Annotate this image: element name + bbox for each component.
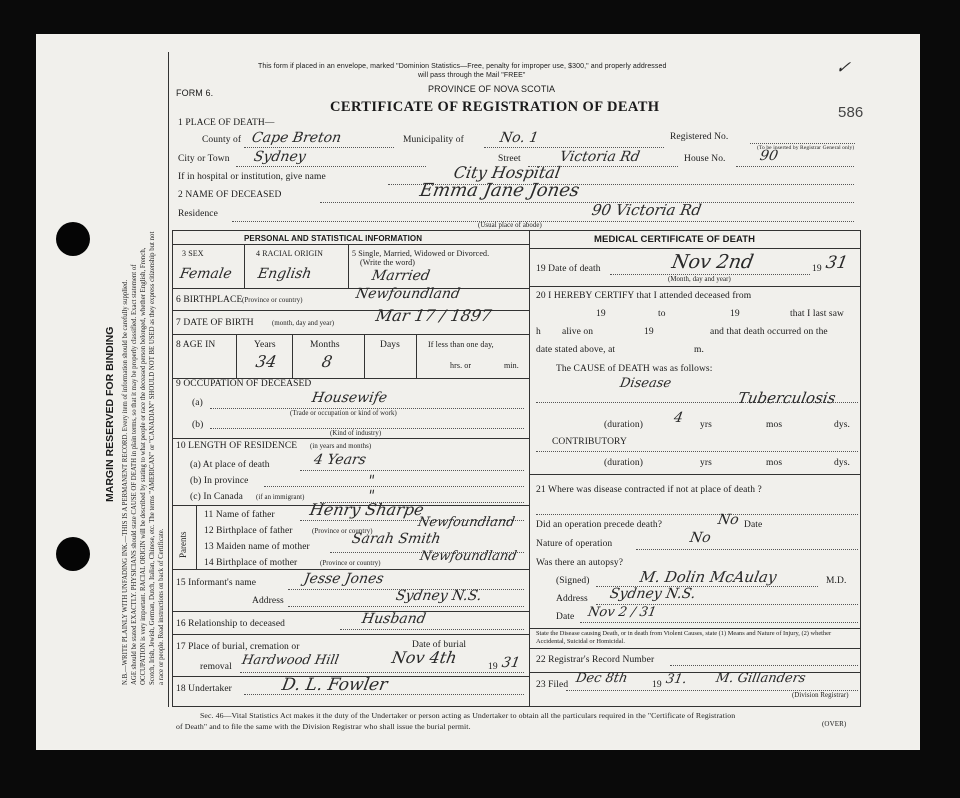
occupation-a-label: (a) xyxy=(192,398,203,408)
name-of-deceased-label: 2 NAME OF DECEASED xyxy=(178,190,282,200)
autopsy-label: Was there an autopsy? xyxy=(536,558,624,568)
city-label: City or Town xyxy=(178,154,230,164)
row-14-line xyxy=(172,569,529,570)
signed-label: (Signed) xyxy=(556,576,590,586)
trade-note: (Trade or occupation or kind of work) xyxy=(290,410,397,417)
row-footnote-line xyxy=(529,648,860,649)
mother-value: Sarah Smith xyxy=(350,531,442,547)
signed-value: M. Dolin McAulay xyxy=(638,568,779,586)
residence-label: Residence xyxy=(178,209,218,219)
father-birth-label: 12 Birthplace of father xyxy=(204,526,293,536)
sections-bottom-line xyxy=(172,706,860,707)
burial-line xyxy=(240,672,524,673)
age-divider-2 xyxy=(292,334,293,378)
county-label: County of xyxy=(202,135,242,145)
relationship-label: 16 Relationship to deceased xyxy=(176,619,286,629)
margin-reserved-label: MARGIN RESERVED FOR BINDING xyxy=(104,326,116,502)
mos-label-1: mos xyxy=(766,420,783,430)
certify-m: m. xyxy=(694,345,704,355)
parents-side-divider xyxy=(196,505,197,569)
informant-address-line xyxy=(288,606,524,607)
certify-line-1: 20 I HEREBY CERTIFY that I attended deceased from xyxy=(536,291,752,301)
removal-label: removal xyxy=(200,662,232,672)
municipality-label: Municipality of xyxy=(403,135,464,145)
burial-year-prefix: 19 xyxy=(488,662,498,672)
dys-label-1: dys. xyxy=(834,420,850,430)
deceased-name-value: Emma Jane Jones xyxy=(418,180,582,201)
in-province-label: (b) In province xyxy=(190,476,249,486)
marital-label: 5 Single, Married, Widowed or Divorced. xyxy=(352,249,490,258)
duration-label-2: (duration) xyxy=(604,458,643,468)
certify-last: that I last saw xyxy=(790,309,845,319)
certify-19c: 19 xyxy=(644,327,654,337)
occupation-label: 9 OCCUPATION OF DECEASED xyxy=(176,379,312,389)
race-value: English xyxy=(256,266,313,282)
filed-line xyxy=(566,690,858,691)
personal-left-line xyxy=(172,230,173,707)
occupation-b-line xyxy=(210,428,524,429)
contributory-label: CONTRIBUTORY xyxy=(552,437,627,447)
sign-date-line xyxy=(580,622,858,623)
margin-instruction-3: OCCUPATION is very important. RACIAL ORIGIN will be described by stating to what people or race the deceased person belonged, whether English, French, xyxy=(140,247,147,685)
sex-value: Female xyxy=(178,266,234,282)
mail-notice-line-1: This form if placed in an envelope, marked "Dominion Statistics—Free, penalty for improper use, $300," and properly addressed xyxy=(258,63,667,70)
at-place-value: 4 Years xyxy=(312,452,368,468)
duration-label-1: (duration) xyxy=(604,420,643,430)
certificate-number: 586 xyxy=(838,104,864,121)
in-province-line xyxy=(264,486,524,487)
row-7-line xyxy=(172,334,529,335)
registrar-value: M. Gillanders xyxy=(714,671,807,686)
min-label: min. xyxy=(504,361,519,370)
yrs-label-1: yrs xyxy=(700,420,712,430)
footer-over: (OVER) xyxy=(822,720,847,728)
undertaker-label: 18 Undertaker xyxy=(176,684,232,694)
binder-hole-bottom xyxy=(56,537,90,571)
mos-label-2: mos xyxy=(766,458,783,468)
hrs-label: hrs. or xyxy=(450,361,472,370)
operation-label: Did an operation precede death? xyxy=(536,520,663,530)
name-line xyxy=(320,202,854,203)
at-place-label: (a) At place of death xyxy=(190,460,270,470)
municipality-line xyxy=(484,147,664,148)
street-label: Street xyxy=(498,154,521,164)
undertaker-value: D. L. Fowler xyxy=(280,675,389,695)
residence-note: (Usual place of abode) xyxy=(478,222,542,229)
md-label: M.D. xyxy=(826,576,847,586)
burial-label: 17 Place of burial, cremation or xyxy=(176,642,300,652)
death-date-line xyxy=(610,274,810,275)
sign-date-value: Nov 2 / 31 xyxy=(586,605,658,620)
yrs-label-2: yrs xyxy=(700,458,712,468)
father-value: Henry Sharpe xyxy=(308,500,426,519)
margin-instruction-4: Scotch, Irish, Jewish, German, Dutch, Italian, Chinese, etc. The terms "AMERICAN" or "CANADIAN" SHOULD NOT BE USED as they express citizenship but not xyxy=(149,231,156,685)
certify-to: to xyxy=(658,309,666,319)
birthplace-note: (Province or country) xyxy=(242,297,303,304)
in-canada-label: (c) In Canada xyxy=(190,492,243,502)
years-label: Years xyxy=(254,340,276,350)
registered-no-line xyxy=(750,143,855,144)
nature-value: No xyxy=(688,530,713,546)
less-than-day-label: If less than one day, xyxy=(428,340,494,349)
burial-date-label: Date of burial xyxy=(412,640,467,650)
age-label: 8 AGE IN xyxy=(176,340,216,350)
residence-line xyxy=(232,221,854,222)
nature-line xyxy=(636,549,858,550)
age-divider-3 xyxy=(364,334,365,378)
age-divider-4 xyxy=(416,334,417,378)
informant-value: Jesse Jones xyxy=(302,571,385,587)
father-label: 11 Name of father xyxy=(204,510,275,520)
at-place-line xyxy=(300,470,524,471)
county-line xyxy=(244,147,394,148)
municipality-value: No. 1 xyxy=(498,130,540,146)
length-note: (in years and months) xyxy=(310,443,372,450)
informant-address-value: Sydney N.S. xyxy=(394,588,483,604)
house-line xyxy=(736,166,854,167)
contributory-line xyxy=(536,451,858,452)
occupation-a-line xyxy=(210,408,524,409)
certify-occurred: and that death occurred on the xyxy=(710,327,828,337)
row-16-line xyxy=(172,634,529,635)
filed-year-prefix: 19 xyxy=(652,680,662,690)
house-label: House No. xyxy=(684,154,726,164)
filed-year-value: 31. xyxy=(664,672,689,687)
marital-value: Married xyxy=(370,268,432,284)
cause-prefix-value: Disease xyxy=(618,376,673,391)
dob-value: Mar 17 / 1897 xyxy=(374,306,493,325)
birthplace-label: 6 BIRTHPLACE xyxy=(176,295,243,305)
city-line xyxy=(236,166,426,167)
registered-no-note: (To be inserted by Registrar General only) xyxy=(757,145,855,151)
margin-instruction-2: AGE should be stated EXACTLY. PHYSICIANS should state CAUSE OF DEATH in plain terms, so that it may be properly classified. Exact statement of xyxy=(131,264,138,685)
death-date-value: Nov 2nd xyxy=(670,251,756,273)
death-year-prefix: 19 xyxy=(812,264,822,274)
marital-note: (Write the word) xyxy=(360,258,416,267)
sections-top-line xyxy=(172,230,860,231)
cause-label: The CAUSE of DEATH was as follows: xyxy=(556,364,713,374)
where-contracted-label: 21 Where was disease contracted if not at place of death ? xyxy=(536,485,762,495)
dys-label-2: dys. xyxy=(834,458,850,468)
row-19-line xyxy=(529,286,860,287)
birthplace-value: Newfoundland xyxy=(354,286,462,302)
in-canada-value: " xyxy=(366,488,376,504)
burial-place-value: Hardwood Hill xyxy=(240,653,340,668)
center-divider-line xyxy=(529,230,530,707)
certify-19a: 19 xyxy=(596,309,606,319)
duration-years-value: 4 xyxy=(672,410,685,426)
dob-label: 7 DATE OF BIRTH xyxy=(176,318,254,328)
binder-hole-top xyxy=(56,222,90,256)
hospital-value: City Hospital xyxy=(452,163,562,182)
personal-heading: PERSONAL AND STATISTICAL INFORMATION xyxy=(244,234,423,243)
medical-address-label: Address xyxy=(556,594,588,604)
death-year-value: 31 xyxy=(824,253,850,273)
mother-birth-note: (Province or country) xyxy=(320,560,381,567)
death-date-note: (Month, day and year) xyxy=(668,276,731,283)
right-border-line xyxy=(860,230,861,707)
age-divider-1 xyxy=(236,334,237,378)
in-canada-note: (if an immigrant) xyxy=(256,494,305,501)
years-value: 34 xyxy=(254,352,279,371)
mother-birth-value: Newfoundland xyxy=(418,549,518,564)
personal-heading-line xyxy=(172,244,529,245)
row-21-line xyxy=(529,628,860,629)
sex-race-divider xyxy=(244,244,245,288)
footer-line-1: Sec. 46—Vital Statistics Act makes it the duty of the Undertaker or person acting as Undertaker to obtain all the particulars required in the "Certificate of Registration xyxy=(200,711,736,720)
industry-note: (Kind of industry) xyxy=(330,430,382,437)
length-label: 10 LENGTH OF RESIDENCE xyxy=(176,441,298,451)
record-number-label: 22 Registrar's Record Number xyxy=(536,655,655,665)
house-value: 90 xyxy=(758,148,780,164)
margin-instruction-1: N.B.—WRITE PLAINLY WITH UNFADING INK.—THIS IS A PERMANENT RECORD. Every item of information should be carefully supplied. xyxy=(122,279,129,685)
footer-line-2: of Death" and to file the same with the Division Registrar who shall issue the burial permit. xyxy=(176,722,471,731)
cause-value: Tuberculosis xyxy=(736,389,837,407)
relationship-line xyxy=(340,629,524,630)
certify-h: h xyxy=(536,327,541,337)
days-label: Days xyxy=(380,340,400,350)
mother-label: 13 Maiden name of mother xyxy=(204,542,310,552)
residence-value: 90 Victoria Rd xyxy=(590,201,703,219)
race-label: 4 RACIAL ORIGIN xyxy=(256,249,323,258)
medical-address-value: Sydney N.S. xyxy=(608,586,697,602)
occupation-value: Housewife xyxy=(310,390,389,406)
filed-label: 23 Filed xyxy=(536,680,569,690)
filed-value: Dec 8th xyxy=(574,671,629,686)
county-value: Cape Breton xyxy=(250,130,343,146)
informant-label: 15 Informant's name xyxy=(176,578,257,588)
nature-label: Nature of operation xyxy=(536,539,613,549)
medical-footnote: State the Disease causing Death, or in death from Violent Causes, state (1) Means and Nature of Injury, (2) whether Accidental, Suicidal or Homicidal. xyxy=(536,630,832,645)
registered-no-label: Registered No. xyxy=(670,132,729,142)
father-birth-value: Newfoundland xyxy=(416,515,516,530)
months-value: 8 xyxy=(320,352,334,371)
medical-heading: MEDICAL CERTIFICATE OF DEATH xyxy=(594,234,756,245)
death-date-label: 19 Date of death xyxy=(536,264,601,274)
row-9-line xyxy=(172,438,529,439)
margin-instruction-5: a race or people. Read instructions on back of Certificate. xyxy=(158,528,165,685)
form-number: FORM 6. xyxy=(176,88,214,98)
sex-label: 3 SEX xyxy=(182,249,204,258)
row-20-line xyxy=(529,474,860,475)
registrar-note: (Division Registrar) xyxy=(792,692,849,699)
mail-notice-line-2: will pass through the Mail "FREE" xyxy=(418,72,526,79)
operation-value: No xyxy=(716,512,741,528)
father-birth-note: (Province or country) xyxy=(312,528,373,535)
check-mark: ✓ xyxy=(834,58,853,78)
occupation-b-label: (b) xyxy=(192,420,204,430)
record-number-line xyxy=(670,665,858,666)
hospital-label: If in hospital or institution, give name xyxy=(178,172,326,182)
dob-note: (month, day and year) xyxy=(272,320,335,327)
place-of-death-label: 1 PLACE OF DEATH— xyxy=(178,118,275,128)
parents-side-label: Parents xyxy=(178,531,188,558)
certify-alive: alive on xyxy=(562,327,594,337)
certify-19b: 19 xyxy=(730,309,740,319)
sign-date-label: Date xyxy=(556,612,575,622)
operation-date-label: Date xyxy=(744,520,763,530)
where-contracted-line xyxy=(536,514,858,515)
in-province-value: " xyxy=(366,473,376,489)
row-15-line xyxy=(172,611,529,612)
row-3-5-line xyxy=(172,288,529,289)
race-marital-divider xyxy=(348,244,349,288)
province-heading: PROVINCE OF NOVA SCOTIA xyxy=(428,84,556,94)
burial-date-value: Nov 4th xyxy=(390,648,459,667)
relationship-value: Husband xyxy=(360,611,428,627)
burial-year-value: 31 xyxy=(500,655,522,671)
city-value: Sydney xyxy=(252,149,308,165)
months-label: Months xyxy=(310,340,340,350)
informant-address-label: Address xyxy=(252,596,284,606)
certify-line-3: date stated above, at xyxy=(536,345,616,355)
mother-birth-label: 14 Birthplace of mother xyxy=(204,558,298,568)
certificate-title: CERTIFICATE OF REGISTRATION OF DEATH xyxy=(330,99,660,115)
medical-heading-line xyxy=(529,248,860,249)
street-value: Victoria Rd xyxy=(558,149,642,165)
left-border-line xyxy=(168,52,169,707)
